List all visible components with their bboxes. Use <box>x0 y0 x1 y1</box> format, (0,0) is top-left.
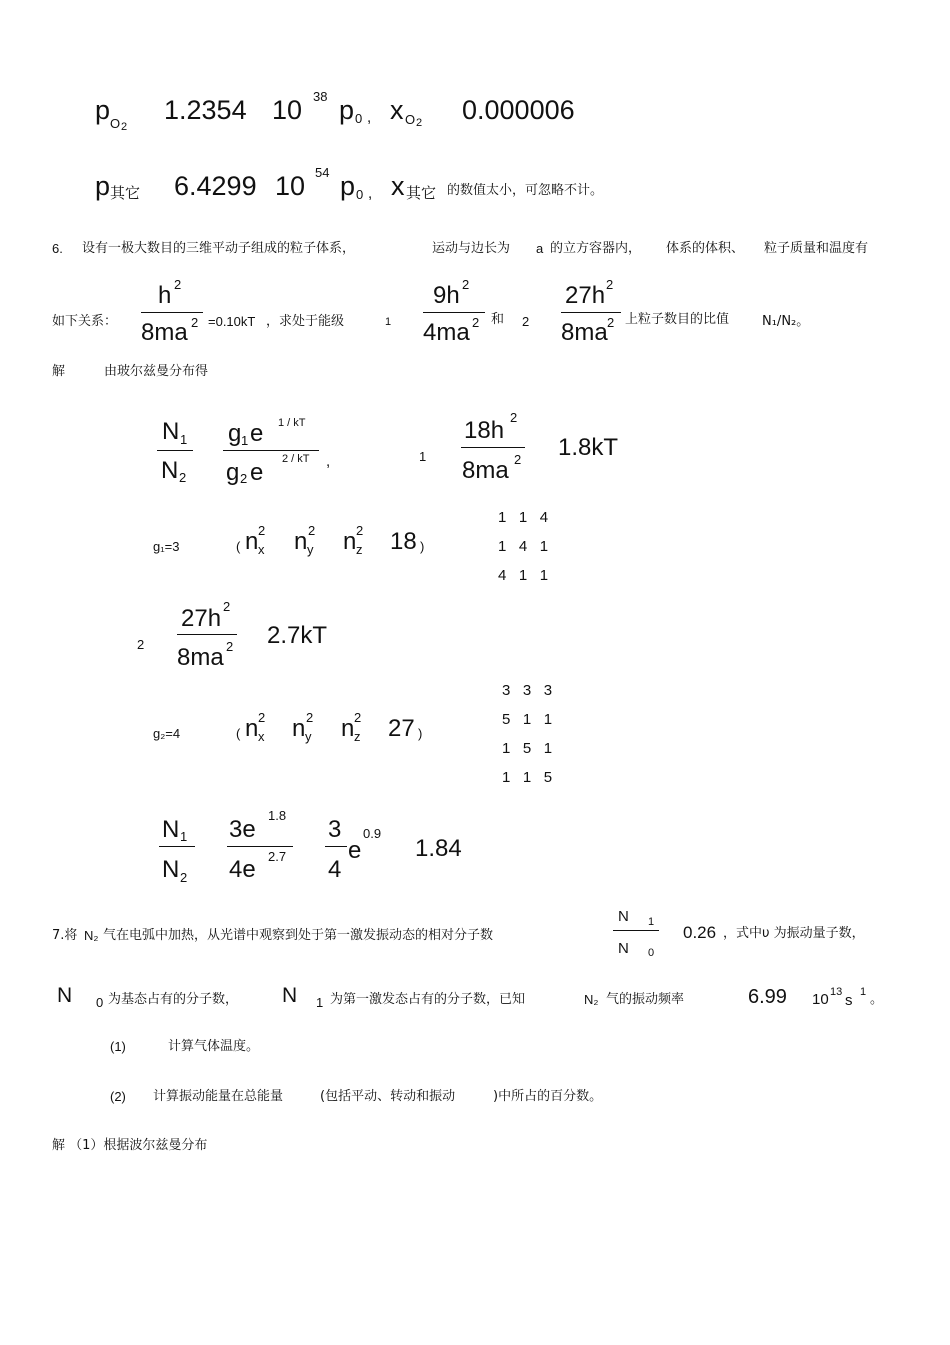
frac-bar <box>325 846 347 847</box>
sub-o-x: O <box>405 112 416 127</box>
frac-bar <box>613 930 659 931</box>
N: N <box>162 816 180 843</box>
question-text: 的立方容器内， <box>550 241 642 256</box>
paren-right: ) <box>420 539 425 554</box>
sub-x: x <box>258 542 265 557</box>
n: n <box>343 528 357 555</box>
sub-other-x: 其它 <box>406 184 437 202</box>
question-text: 运动与边长为 <box>432 241 511 256</box>
ten: 10 <box>275 171 306 201</box>
symbol-p: p <box>95 171 111 201</box>
item-number: (1) <box>110 1039 126 1054</box>
state-row: 1 1 4 <box>498 509 549 526</box>
frac-denominator: 8ma <box>462 457 509 484</box>
question-text: 体系的体积、 <box>666 241 745 256</box>
result-1.8kT: 1.8kT <box>558 434 619 461</box>
frac-exp: 2 <box>607 315 615 330</box>
exp-13: 13 <box>830 986 843 998</box>
N: N <box>161 457 179 484</box>
sub-0: 0 <box>648 947 655 959</box>
sub-1: 1 <box>648 916 655 928</box>
question-number: 6. <box>52 241 63 256</box>
result-1.84: 1.84 <box>415 835 462 862</box>
exp: 1 / kT <box>278 417 306 429</box>
frac-numerator: 27h <box>565 282 606 309</box>
level-index: 2 <box>522 314 530 329</box>
sub-z: z <box>354 729 361 744</box>
question-number: 7.将 <box>52 928 78 943</box>
question-text: 粒子质量和温度有 <box>764 241 869 256</box>
frac-exp: 2 <box>191 315 199 330</box>
exp-2: 2 <box>308 523 316 538</box>
sub-other: 其它 <box>110 184 141 202</box>
frac-numerator: h <box>158 282 172 309</box>
sub-x: x <box>258 729 265 744</box>
sum-27: 27 <box>388 715 415 742</box>
exp-2: 2 <box>356 523 364 538</box>
frac-numerator: 3e <box>229 816 256 843</box>
frac-exp: 2 <box>510 410 518 425</box>
sub-two: 2 <box>121 121 128 133</box>
frac-exp: 2 <box>472 315 480 330</box>
state-row: 1 5 1 <box>502 740 553 757</box>
frac-exp: 2 <box>606 277 614 292</box>
exp-2: 2 <box>306 710 314 725</box>
degeneracy-g1: g₁=3 <box>153 539 180 554</box>
sub-1: 1 <box>180 829 188 844</box>
exp: 2 / kT <box>282 453 310 465</box>
state-row: 5 1 1 <box>502 711 553 728</box>
frac-denominator: 4ma <box>423 319 470 346</box>
N: N <box>618 908 629 925</box>
frac-exp: 1.8 <box>268 808 287 823</box>
item-text: )中所占的百分数。 <box>493 1089 603 1104</box>
question-text: ，式中υ 为振动量子数， <box>723 926 865 941</box>
comma: , <box>367 109 372 126</box>
value-x-o2: 0.000006 <box>462 95 575 125</box>
unit-s: s <box>845 992 853 1009</box>
exp-2: 2 <box>258 710 266 725</box>
symbol-x: x <box>390 95 404 125</box>
item-text: (包括平动、转动和振动 <box>320 1089 456 1104</box>
question-text: 设有一极大数目的三维平动子组成的粒子体系， <box>82 241 356 256</box>
sub-o: O <box>110 116 121 131</box>
question-text: 为第一激发态占有的分子数，已知 <box>330 992 526 1007</box>
frac-numerator: 18h <box>464 417 505 444</box>
state-row: 3 3 3 <box>502 682 553 699</box>
sum-18: 18 <box>390 528 417 555</box>
frac-bar <box>223 450 319 451</box>
N: N <box>162 418 180 445</box>
sub-zero: 0 <box>356 187 364 202</box>
ratio-text: N₁/N₂。 <box>762 314 810 329</box>
question-text: 上粒子数目的比值 <box>625 312 730 327</box>
sub-0: 0 <box>96 995 104 1010</box>
period: 。 <box>870 992 884 1007</box>
solution-label: 解 <box>52 364 66 379</box>
g: g <box>226 459 240 486</box>
exp-54: 54 <box>315 165 330 180</box>
frac-bar <box>177 634 237 635</box>
frac-denominator: 4 <box>328 856 342 883</box>
comma: , <box>326 453 331 470</box>
n: n <box>341 715 355 742</box>
ten: 10 <box>812 991 829 1008</box>
frac-exp: 2 <box>462 277 470 292</box>
frac-numerator: 3 <box>328 816 342 843</box>
ten: 10 <box>272 95 303 125</box>
frac-bar <box>461 447 525 448</box>
g: g <box>228 420 242 447</box>
exp-2: 2 <box>258 523 266 538</box>
question-text: 气在电弧中加热，从光谱中观察到处于第一激发振动态的相对分子数 <box>103 928 494 943</box>
frac-exp: 2 <box>514 452 522 467</box>
frac-numerator: 27h <box>181 605 222 632</box>
paren-right: ) <box>418 726 423 741</box>
sub-two-x: 2 <box>416 117 423 129</box>
symbol-n2: N₂ <box>584 992 599 1007</box>
frac-numerator: 9h <box>433 282 460 309</box>
sub-y: y <box>305 729 312 744</box>
level-index: 2 <box>137 637 145 652</box>
question-text: 气的振动频率 <box>606 992 685 1007</box>
question-text: 为基态占有的分子数， <box>108 992 239 1007</box>
item-text: 计算振动能量在总能量 <box>153 1089 284 1104</box>
coef-o2: 1.2354 <box>164 95 247 125</box>
frequency-value: 6.99 <box>748 986 787 1008</box>
N: N <box>618 940 629 957</box>
symbol-p: p <box>95 95 111 125</box>
paren-left: ( <box>236 539 241 554</box>
frac-exp: 2 <box>223 599 231 614</box>
frac-bar <box>227 846 293 847</box>
frac-bar <box>141 312 203 313</box>
and-text: 和 <box>491 312 505 327</box>
level-index: 1 <box>419 449 427 464</box>
state-row: 4 1 1 <box>498 567 549 584</box>
state-row: 1 1 5 <box>502 769 553 786</box>
frac-denominator: 4e <box>229 856 256 883</box>
sub-zero: 0 <box>355 111 363 126</box>
sub-2: 2 <box>240 471 248 486</box>
symbol-p0: p <box>339 95 355 125</box>
sub-2: 2 <box>179 470 187 485</box>
equals-value: =0.10kT <box>208 314 256 329</box>
comma: , <box>368 185 373 202</box>
sub-2: 2 <box>180 870 188 885</box>
item-text: 计算气体温度。 <box>168 1039 260 1054</box>
relation-label: 如下关系： <box>52 314 118 329</box>
symbol-n2: N₂ <box>84 928 99 943</box>
frac-bar <box>159 846 195 847</box>
level-index: 1 <box>385 316 392 328</box>
n: n <box>245 528 259 555</box>
N: N <box>162 856 180 883</box>
symbol-a: a <box>536 241 544 256</box>
frac-exp: 2.7 <box>268 849 287 864</box>
state-row: 1 4 1 <box>498 538 549 555</box>
N: N <box>57 984 73 1007</box>
item-number: (2) <box>110 1089 126 1104</box>
n: n <box>292 715 306 742</box>
e: e <box>348 837 362 864</box>
question-text: ，求处于能级 <box>266 314 345 329</box>
n: n <box>294 528 308 555</box>
frac-bar <box>157 450 193 451</box>
frac-exp: 2 <box>226 639 234 654</box>
exp-2: 2 <box>354 710 362 725</box>
n: n <box>245 715 259 742</box>
e: e <box>250 459 264 486</box>
N: N <box>282 984 298 1007</box>
frac-denominator: 8ma <box>177 644 224 671</box>
sub-z: z <box>356 542 363 557</box>
degeneracy-g2: g₂=4 <box>153 726 181 741</box>
solution-text: 由玻尔兹曼分布得 <box>104 364 209 379</box>
symbol-p0: p <box>340 171 356 201</box>
sub-1: 1 <box>316 995 324 1010</box>
frac-exp: 2 <box>174 277 182 292</box>
paren-left: ( <box>236 726 241 741</box>
sub-y: y <box>307 542 314 557</box>
frac-denominator: 8ma <box>561 319 608 346</box>
negligible-text: 的数值太小，可忽略不计。 <box>447 183 604 198</box>
sub-1: 1 <box>180 432 188 447</box>
e: e <box>250 420 264 447</box>
frac-denominator: 8ma <box>141 319 188 346</box>
solution-text: 解 （1）根据波尔兹曼分布 <box>52 1138 208 1153</box>
sub-1: 1 <box>241 433 249 448</box>
exp-0.9: 0.9 <box>363 826 382 841</box>
symbol-x: x <box>391 171 405 201</box>
frac-bar <box>423 312 485 313</box>
result-2.7kT: 2.7kT <box>267 622 328 649</box>
exp-38: 38 <box>313 89 328 104</box>
frac-bar <box>561 312 621 313</box>
exp-1: 1 <box>860 986 867 998</box>
ratio-value: 0.26 <box>683 923 717 942</box>
coef-other: 6.4299 <box>174 171 257 201</box>
